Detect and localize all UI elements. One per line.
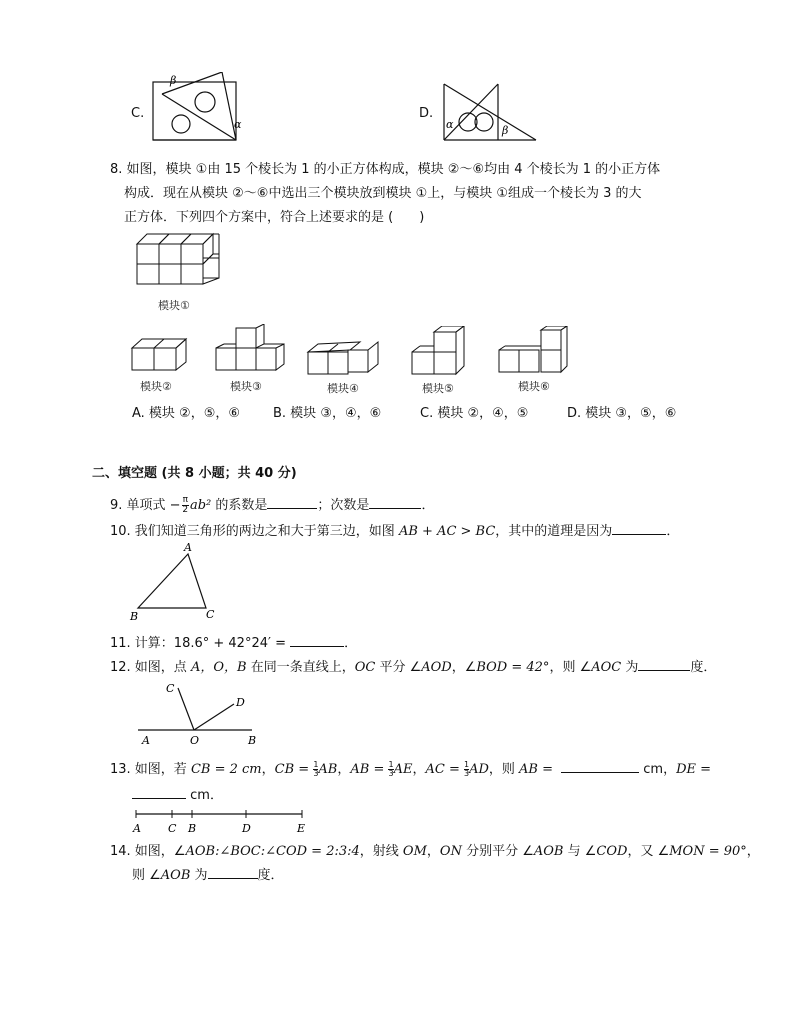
q13-text-a: 13. 如图，若 (110, 762, 191, 777)
q12-oc: OC (354, 660, 376, 675)
q13-segment-figure (130, 804, 314, 838)
q9-frac-num: π (182, 495, 188, 505)
q12-points: A，O，B (190, 660, 247, 675)
q13-label-b: B (188, 822, 197, 835)
q12-text-d: ，∠ (451, 660, 477, 675)
q9-blank-degree[interactable] (369, 496, 421, 509)
q13-label-c: C (168, 822, 177, 835)
module-5-label: 模块⑤ (422, 382, 454, 395)
q13-frac1-num: 1 (313, 760, 319, 769)
q14-text-d: 分别平分 ∠ (461, 844, 534, 859)
q10-blank[interactable] (612, 522, 666, 535)
q13-line1 (110, 758, 711, 778)
option-d-label: D. (419, 106, 434, 121)
q13-t3: ， (412, 762, 426, 777)
q12-aod: AOD (421, 660, 452, 675)
module-4-label: 模块④ (327, 382, 359, 395)
module-2-figure (130, 336, 190, 376)
q14-text-g: ， (746, 844, 760, 859)
q13-frac3-den: 3 (463, 769, 470, 778)
q13-ab2: AB = (350, 762, 389, 777)
module-6-figure (497, 326, 573, 376)
q9-expr: ab² (189, 498, 212, 513)
q12-end: 度． (690, 660, 717, 675)
module-4-figure (306, 340, 382, 380)
module-6-label: 模块⑥ (518, 380, 550, 393)
q9-mid: 的系数是 (211, 498, 268, 513)
figure-c-triangles (150, 72, 250, 144)
q8-line2: 构成．现在从模块 ②～⑥中选出三个模块放到模块 ①上，与模块 ①组成一个棱长为 3 的大 (124, 186, 642, 201)
q14-text-b: ，射线 (359, 844, 403, 859)
q8-option-b[interactable]: B. 模块 ③，④，⑥ (273, 406, 382, 421)
q13-ab: AB (318, 762, 338, 777)
q11-blank[interactable] (290, 634, 344, 647)
q9-frac-den: 2 (182, 505, 189, 515)
q14-mon: MON = 90° (669, 844, 747, 859)
q12-aoc: AOC (591, 660, 622, 675)
q13-line2 (132, 784, 223, 803)
q14-text-a: 14. 如图，∠ (110, 844, 186, 859)
q12-label-d: D (236, 696, 245, 709)
q13-frac2-num: 1 (388, 760, 394, 769)
q12-angle-figure (134, 678, 264, 748)
module-2-label: 模块② (140, 380, 172, 393)
alpha-label-d: α (446, 118, 454, 131)
q9-line (110, 494, 434, 515)
q9-blank-coefficient[interactable] (267, 496, 317, 509)
q8-line3: 正方体．下列四个方案中，符合上述要求的是 ( ) (124, 210, 425, 225)
q9-prefix: 9. 单项式 − (110, 498, 181, 513)
q14-text-e: 与 ∠ (563, 844, 597, 859)
q10-line (110, 520, 679, 539)
q13-cm2: cm． (186, 788, 223, 803)
q13-frac3-num: 1 (463, 760, 470, 769)
q14-on: ON (439, 844, 462, 859)
q12-text-b: 在同一条直线上， (246, 660, 355, 675)
q8-option-d[interactable]: D. 模块 ③，⑤，⑥ (567, 406, 677, 421)
q14-ratio: AOB:∠BOC:∠COD = 2:3:4 (185, 844, 360, 859)
q11-end: ． (344, 636, 358, 651)
q10-end: ． (666, 524, 680, 539)
q14-aob2: AOB (160, 868, 191, 883)
figure-d-triangles (440, 80, 540, 144)
q14-om: OM (402, 844, 427, 859)
q13-blank-de[interactable] (132, 786, 186, 799)
q8-option-c[interactable]: C. 模块 ②，④，⑤ (420, 406, 529, 421)
q12-label-c: C (166, 682, 175, 695)
module-3-label: 模块③ (230, 380, 262, 393)
q8-option-a[interactable]: A. 模块 ②，⑤，⑥ (132, 406, 241, 421)
beta-label-d: β (502, 124, 509, 137)
q9-fraction (182, 496, 189, 515)
q13-frac2-den: 3 (388, 769, 394, 778)
q13-ac: AC = (425, 762, 464, 777)
module-1-figure (133, 230, 228, 294)
q14-text-line2a: 则 ∠ (132, 868, 161, 883)
q9-end: ． (421, 498, 435, 513)
q13-cb2: CB = (274, 762, 314, 777)
q14-line1 (110, 840, 760, 859)
q13-t4: ，则 (488, 762, 520, 777)
q13-t1: ， (261, 762, 275, 777)
module-3-figure (214, 324, 286, 374)
module-1-label: 模块① (158, 299, 190, 312)
q10-triangle-figure (128, 540, 224, 622)
q12-label-a: A (142, 734, 150, 747)
q11-text: 11. 计算：18.6° + 42°24′ = (110, 636, 291, 651)
q13-ae: AE (393, 762, 413, 777)
q14-cod: COD (596, 844, 628, 859)
q13-label-d: D (242, 822, 251, 835)
q12-blank[interactable] (638, 658, 690, 671)
q12-text-a: 12. 如图，点 (110, 660, 191, 675)
q12-text-f: 为 (621, 660, 639, 675)
q12-label-b: B (248, 734, 257, 747)
option-c-label: C. (131, 106, 145, 121)
q14-text-f: ，又 ∠ (627, 844, 670, 859)
q13-de: DE = (676, 762, 712, 777)
q12-bod: BOD = 42° (476, 660, 550, 675)
q10-text-a: 10. 我们知道三角形的两边之和大于第三边，如图 (110, 524, 399, 539)
q13-cb: CB = 2 cm (190, 762, 262, 777)
q10-expr: AB + AC > BC (398, 524, 496, 539)
q13-frac1-den: 3 (313, 769, 319, 778)
q12-label-o: O (190, 734, 200, 747)
module-5-figure (410, 326, 470, 378)
q13-ab3: AB = (519, 762, 558, 777)
q14-line2 (132, 864, 284, 883)
q13-ad: AD (469, 762, 489, 777)
q14-text-c: ， (426, 844, 440, 859)
q10-text-b: ，其中的道理是因为 (495, 524, 613, 539)
q13-blank-ab[interactable] (561, 760, 639, 773)
q14-end: 度． (257, 868, 284, 883)
beta-label-c: β (170, 74, 177, 87)
q10-point-a: A (184, 541, 192, 554)
q11-line (110, 632, 357, 651)
q12-text-c: 平分 ∠ (375, 660, 422, 675)
q14-text-line2b: 为 (190, 868, 208, 883)
q13-t2: ， (337, 762, 351, 777)
q14-blank[interactable] (208, 866, 258, 879)
q14-aob: AOB (533, 844, 564, 859)
q12-line (110, 656, 716, 675)
section-2-title: 二、填空题 (共 8 小题；共 40 分) (92, 466, 297, 481)
q13-label-e: E (297, 822, 306, 835)
q12-text-e: ，则 ∠ (549, 660, 592, 675)
alpha-label-c: α (234, 118, 242, 131)
q13-label-a: A (133, 822, 141, 835)
q9-sep: ；次数是 (317, 498, 370, 513)
q8-line1: 8. 如图，模块 ①由 15 个棱长为 1 的小正方体构成，模块 ②～⑥均由 4 个棱长为 1 的小正方体 (110, 162, 661, 177)
q10-point-b: B (130, 610, 139, 622)
q10-point-c: C (206, 608, 215, 621)
q13-cm1: cm， (639, 762, 677, 777)
